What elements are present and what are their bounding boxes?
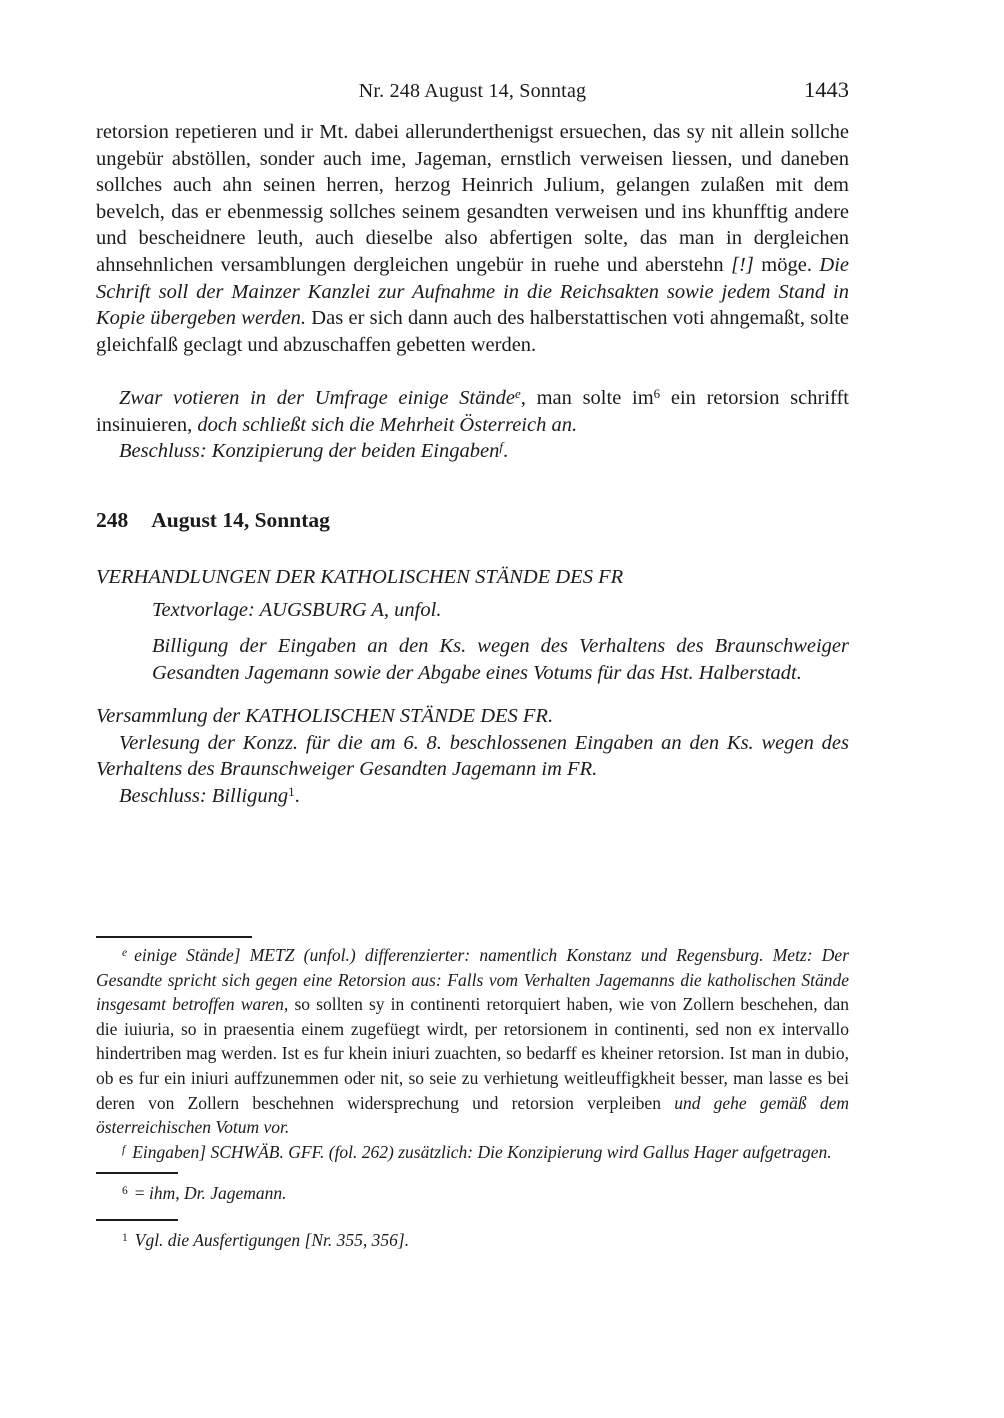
text-segment: Das er sich dann auch des halberstattischen voti ahngemaßt, solte gleichfalß geclagt und abzuschaffen gebetten werden. — [96, 307, 849, 356]
text-segment: retorsion repetieren und ir Mt. dabei allerunderthenigst ersuechen, das sy nit allein sollche ungebür abstöllen, sonder auch ime, Jageman, ernstlich verweisen liessen, und daneben sollches auch ahn seinen herren, herzog Heinrich Julium, gelangen zulaßen mit dem bevelch, das er ebenmessig sollches seinem gesandten verweisen und ins khunfftig andere und bescheidnere leuth, auch dieselbe also abfertigen solte, das man in dergleichen ahnsehnlichen versamblungen dergleichen ungebür in ruehe und aberstehn — [96, 121, 849, 276]
footnote-rule — [96, 936, 252, 938]
text-segment-italic: [!] — [731, 253, 754, 276]
text-segment: , man solte im — [520, 387, 654, 409]
paragraph-beschluss — [96, 438, 849, 465]
paragraph-resolution-continued — [96, 119, 849, 358]
text-segment-italic: ihm, Dr. Jagemann. — [149, 1183, 287, 1203]
text-segment-italic: Beschluss: Konzipierung der beiden Eingaben — [119, 440, 500, 462]
running-header — [96, 77, 849, 106]
text-segment-italic: Beschluss: Billigung — [119, 784, 289, 807]
text-segment-italic: Vgl. die Ausfertigungen [Nr. 355, 356]. — [134, 1230, 410, 1250]
proceedings-block — [96, 703, 849, 809]
text-segment: so sollten sy in continenti retorquiert haben, wie von Zollern beschehen, dan die iuiuria, so in praesentia einem zugefüegt wirdt, per retorsionem in continenti, sed non ex intervallo hindertriben mag werden. Ist es fur khein iniuri zuachten, so bedarff es kheiner retorsion. Ist man in dubio, ob es fur ein iniuri auffzunemmen oder nit, so seie zu verhietung weitleuffigkheit besser, man lasse es bei deren von Zollern beschehnen widersprechung und retorsion verpleiben — [96, 994, 849, 1113]
proceedings-verlesung: Verlesung der Konzz. für die am 6. 8. beschlossenen Eingaben an den Ks. wegen des Verhaltens des Braunschweiger Gesandten Jagemann im FR. — [96, 731, 849, 781]
text-segment: = — [134, 1183, 149, 1203]
footnote-e — [96, 943, 849, 1140]
textvorlage-line: Textvorlage: AUGSBURG A, unfol. — [152, 599, 442, 621]
entry-heading — [96, 507, 849, 534]
entry-subject-line: VERHANDLUNGEN DER KATHOLISCHEN STÄNDE DES FR — [96, 566, 624, 588]
critical-apparatus-block — [96, 943, 849, 1164]
footnote-ref-f: f — [499, 439, 503, 454]
running-head-title: Nr. 248 August 14, Sonntag — [358, 80, 587, 102]
proceedings-beschluss — [96, 783, 849, 810]
footnote-ref-e: e — [514, 386, 521, 401]
text-segment-italic: einige Stände] METZ (unfol.) differenzierter: namentlich Konstanz und Regensburg. Metz: Der Gesandte spricht sich gegen eine Retorsion aus: Falls vom Verhalten Jagemanns die katholischen Stände insgesamt betroffen waren, — [96, 945, 849, 1015]
footnote-rule — [96, 1219, 178, 1221]
text-segment-italic: und gehe gemäß dem österreichischen Votum vor. — [96, 1092, 849, 1138]
text-segment-italic: Die Schrift soll der Mainzer Kanzlei zur Aufnahme in die Reichsakten sowie jedem Stand in Kopie übergeben werden. — [96, 253, 849, 330]
text-segment: ein retorsion schrifft insinuieren, — [96, 387, 849, 436]
proceedings-assembly-line: Versammlung der KATHOLISCHEN STÄNDE DES FR. — [96, 705, 554, 727]
footnote-ref-6: 6 — [653, 386, 661, 401]
footnote-ref-1: 1 — [288, 783, 295, 799]
footnote-marker-6: 6 — [122, 1185, 128, 1197]
paragraph-umfrage — [96, 385, 849, 438]
entry-number: 248 — [96, 508, 129, 532]
entry-title: August 14, Sonntag — [151, 508, 330, 532]
text-segment-italic: doch schließt sich die Mehrheit Österreich an. — [197, 413, 578, 436]
footnote-f — [96, 1140, 849, 1165]
text-segment: . — [502, 440, 509, 462]
footnote-marker-e: e — [122, 947, 128, 959]
text-segment: möge. — [753, 253, 820, 276]
footnote-1 — [96, 1228, 849, 1253]
page-number: 1443 — [804, 77, 849, 102]
entry-summary: Billigung der Eingaben an den Ks. wegen des Verhaltens des Braunschweiger Gesandten Jagemann sowie der Abgabe eines Votums für das Hst. Halberstadt. — [152, 635, 849, 684]
text-segment: . — [294, 784, 300, 807]
footnote-6 — [96, 1181, 849, 1206]
footnote-marker-f: f — [122, 1143, 126, 1156]
text-segment-italic: Zwar votieren in der Umfrage einige Stände — [119, 387, 515, 409]
text-segment-italic: Eingaben] SCHWÄB. GFF. (fol. 262) zusätzlich: Die Konzipierung wird Gallus Hager aufgetragen. — [132, 1141, 832, 1162]
footnote-marker-1: 1 — [122, 1232, 128, 1244]
footnote-rule — [96, 1172, 178, 1174]
